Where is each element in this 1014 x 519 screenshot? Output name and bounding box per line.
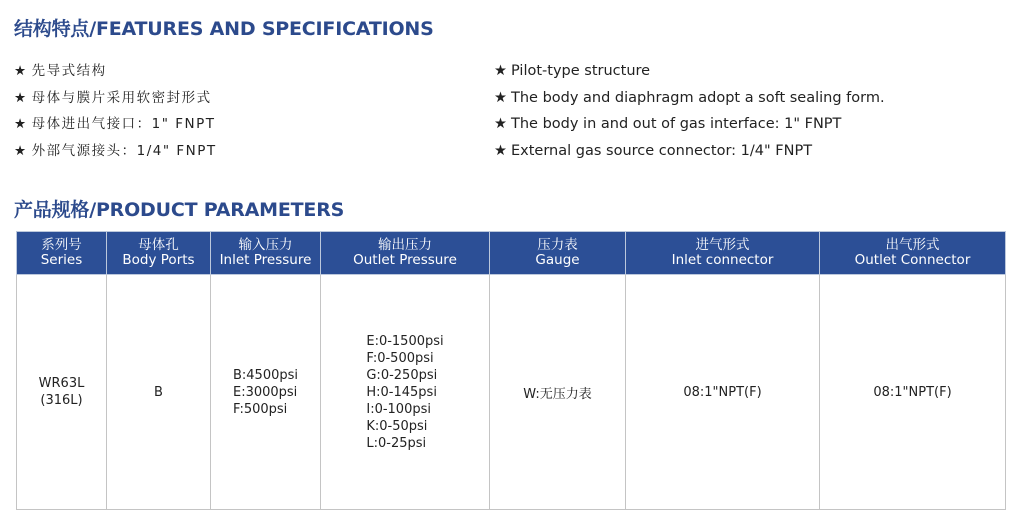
feature-item-cn <box>14 85 217 112</box>
cell-inlet-connector: 08:1"NPT(F) <box>626 275 820 510</box>
parameters-title: 产品规格/PRODUCT PARAMETERS <box>14 199 345 221</box>
features-list-en <box>494 58 885 164</box>
header-outlet-pressure: 输出压力 Outlet Pressure <box>321 232 490 275</box>
star-icon: ★ <box>494 63 507 79</box>
feature-text: 外部气源接头：1/4" FNPT <box>31 142 217 159</box>
features-title: 结构特点/FEATURES AND SPECIFICATIONS <box>14 18 434 40</box>
feature-text: 母体进出气接口：1" FNPT <box>31 116 216 132</box>
feature-item-cn <box>14 58 217 85</box>
cell-outlet-pressure: E:0-1500psi F:0-500psi G:0-250psi H:0-145psi I:0-100psi K:0-50psi L:0-25psi <box>321 275 490 510</box>
header-inlet-pressure: 输入压力 Inlet Pressure <box>211 232 321 275</box>
feature-item-cn <box>14 111 217 138</box>
feature-text: 母体与膜片采用软密封形式 <box>31 89 212 106</box>
feature-text: 先导式结构 <box>31 63 107 79</box>
table-row <box>17 275 1006 510</box>
feature-item-en <box>494 58 885 85</box>
header-gauge: 压力表 Gauge <box>490 232 626 275</box>
feature-item-en <box>494 138 885 165</box>
feature-text: Pilot-type structure <box>511 63 651 79</box>
header-outlet-connector: 出气形式 Outlet Connector <box>820 232 1006 275</box>
parameters-table <box>16 231 1006 510</box>
star-icon: ★ <box>14 63 28 79</box>
feature-text: External gas source connector: 1/4" FNPT <box>511 142 813 159</box>
feature-item-en <box>494 85 885 112</box>
cell-inlet-pressure: B:4500psi E:3000psi F:500psi <box>211 275 321 510</box>
cell-gauge: W:无压力表 <box>490 275 626 510</box>
header-series: 系列号 Series <box>17 232 107 275</box>
cell-series: WR63L (316L) <box>17 275 107 510</box>
header-body-ports: 母体孔 Body Ports <box>107 232 211 275</box>
header-inlet-connector: 进气形式 Inlet connector <box>626 232 820 275</box>
star-icon: ★ <box>14 116 28 132</box>
feature-text: The body and diaphragm adopt a soft sealing form. <box>511 89 885 106</box>
cell-body-ports: B <box>107 275 211 510</box>
star-icon: ★ <box>14 89 28 106</box>
feature-text: The body in and out of gas interface: 1" FNPT <box>511 116 842 132</box>
star-icon: ★ <box>494 116 507 132</box>
star-icon: ★ <box>494 142 507 159</box>
cell-outlet-connector: 08:1"NPT(F) <box>820 275 1006 510</box>
star-icon: ★ <box>494 89 507 106</box>
table-header-row <box>17 232 1006 275</box>
star-icon: ★ <box>14 142 28 159</box>
features-list-cn <box>14 58 217 164</box>
feature-item-cn <box>14 138 217 165</box>
feature-item-en <box>494 111 885 138</box>
